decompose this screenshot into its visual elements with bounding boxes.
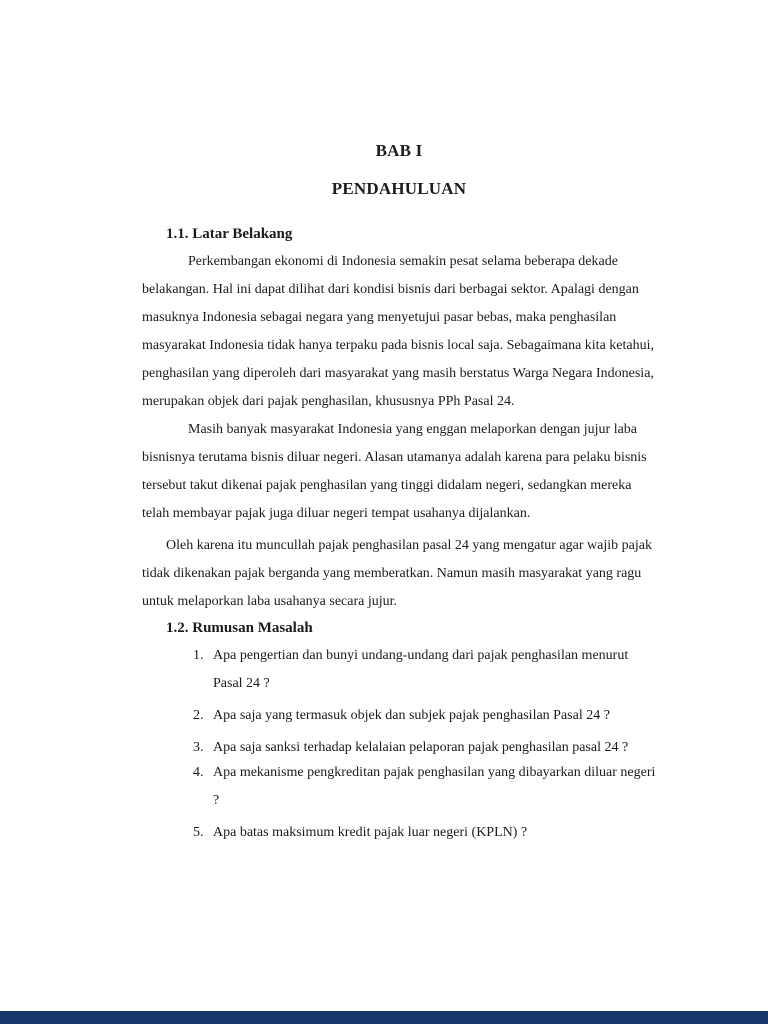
footer-bar bbox=[0, 1011, 768, 1024]
list-item-4-text: Apa mekanisme pengkreditan pajak penghasilan yang dibayarkan diluar negeri ? bbox=[213, 765, 656, 808]
list-item-3-number: 3. bbox=[193, 740, 204, 755]
list-item-2-text: Apa saja yang termasuk objek dan subjek pajak penghasilan Pasal 24 ? bbox=[213, 708, 610, 723]
list-item-1 bbox=[193, 642, 656, 698]
list-item-1-text: Apa pengertian dan bunyi undang-undang dari pajak penghasilan menurut Pasal 24 ? bbox=[213, 648, 629, 691]
list-item-2 bbox=[193, 702, 656, 730]
paragraph-2: Masih banyak masyarakat Indonesia yang enggan melaporkan dengan jujur laba bisnisnya terutama bisnis diluar negeri. Alasan utamanya adalah karena para pelaku bisnis tersebut takut dikenai pajak penghasilan yang tinggi didalam negeri, sedangkan mereka telah membayar pajak juga diluar negeri tempat usahanya dijalankan. bbox=[142, 422, 647, 521]
list-item-5-number: 5. bbox=[193, 825, 204, 840]
paragraph-3: Oleh karena itu muncullah pajak penghasilan pasal 24 yang mengatur agar wajib pajak tidak dikenakan pajak berganda yang memberatkan. Namun masih masyarakat yang ragu untuk melaporkan laba usahanya secara jujur. bbox=[142, 538, 652, 609]
section-heading-rumusan-masalah: 1.2. Rumusan Masalah bbox=[166, 620, 313, 636]
chapter-title: BAB I bbox=[375, 141, 423, 160]
list-item-2-number: 2. bbox=[193, 708, 204, 723]
list-item-3-text: Apa saja sanksi terhadap kelalaian pelaporan pajak penghasilan pasal 24 ? bbox=[213, 740, 629, 755]
chapter-subtitle: PENDAHULUAN bbox=[331, 179, 467, 198]
list-item-1-number: 1. bbox=[193, 648, 204, 663]
list-item-3 bbox=[193, 734, 656, 762]
list-item-4-number: 4. bbox=[193, 765, 204, 780]
list-item-5-text: Apa batas maksimum kredit pajak luar negeri (KPLN) ? bbox=[213, 825, 528, 840]
list-item-4 bbox=[193, 759, 656, 815]
section-heading-latar-belakang: 1.1. Latar Belakang bbox=[166, 226, 293, 242]
rumusan-masalah-list bbox=[193, 642, 656, 847]
list-item-5 bbox=[193, 819, 656, 847]
paragraph-1: Perkembangan ekonomi di Indonesia semakin pesat selama beberapa dekade belakangan. Hal ini dapat dilihat dari kondisi bisnis dari berbagai sektor. Apalagi dengan masuknya Indonesia sebagai negara yang menyetujui pasar bebas, maka penghasilan masyarakat Indonesia tidak hanya terpaku pada bisnis local saja. Sebagaimana kita ketahui, penghasilan yang diperoleh dari masyarakat yang masih berstatus Warga Negara Indonesia, merupakan objek dari pajak penghasilan, khususnya PPh Pasal 24. bbox=[142, 254, 654, 409]
